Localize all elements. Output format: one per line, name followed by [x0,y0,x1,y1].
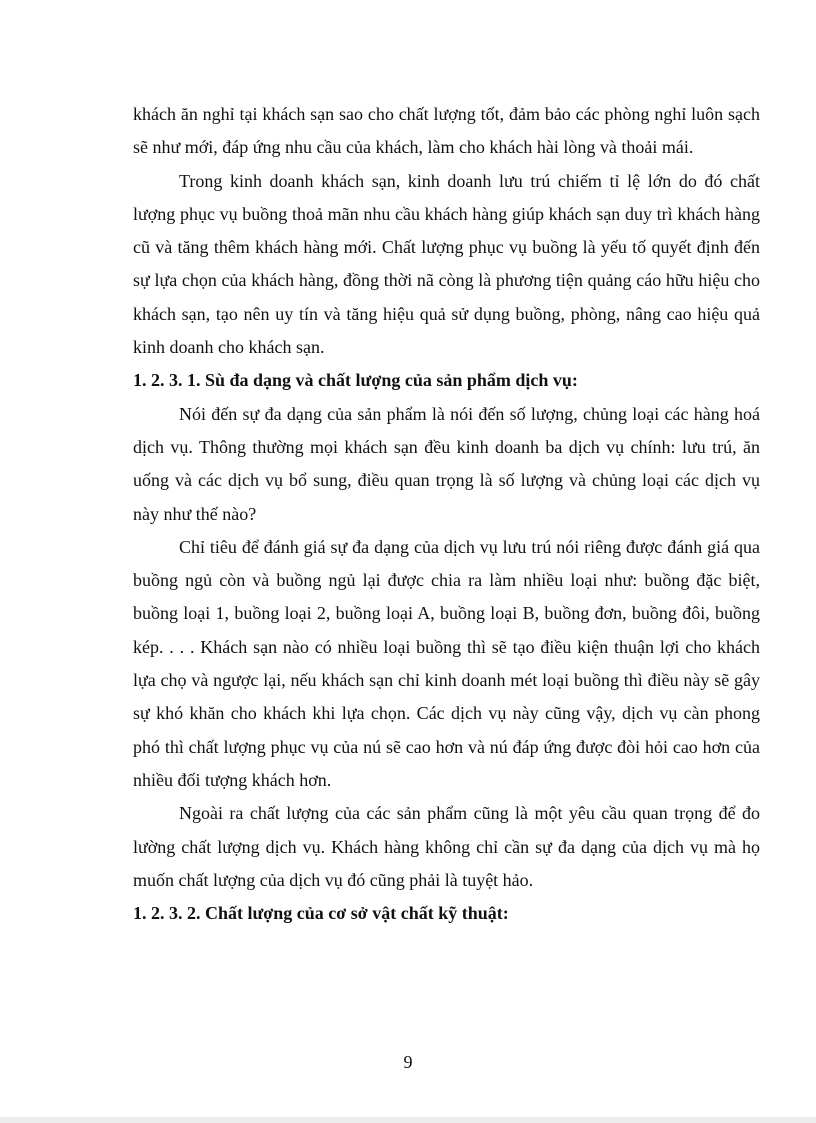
section-heading-1-2-3-1: 1. 2. 3. 1. Sù đa dạng và chất lượng của sản phẩm dịch vụ: [133,370,578,391]
paragraph-product-quality: Ngoài ra chất lượng của các sản phẩm cũng là một yêu cầu quan trọng để đo lường chất lượng dịch vụ. Khách hàng không chỉ cần sự đa dạng của dịch vụ mà họ muốn chất lượng của dịch vụ đó cũng phải là tuyệt hảo. [133,803,760,890]
paragraph-product-diversity: Nói đến sự đa dạng của sản phẩm là nói đến số lượng, chủng loại các hàng hoá dịch vụ. Thông thường mọi khách sạn đều kinh doanh ba dịch vụ chính: lưu trú, ăn uống và các dịch vụ bổ sung, điều quan trọng là số lượng và chủng loại các dịch vụ này như thế nào? [133,403,760,524]
paragraph-diversity-criteria: Chỉ tiêu để đánh giá sự đa dạng của dịch vụ lưu trú nói riêng được đánh giá qua buồng ngủ còn và buồng ngủ lại được chia ra làm nhiều loại như: buồng đặc biệt, buồng loại 1, buồng loại 2, buồng loại A, buồng loại B, buồng đơn, buồng đôi, buồng kép. . . . Khách sạn nào có nhiều loại buồng thì sẽ tạo điều kiện thuận lợi cho khách lựa chọ và ngược lại, nếu khách sạn chỉ kinh doanh mét loại buồng thì điều này sẽ gây sự khó khăn cho khách khi lựa chọn. Các dịch vụ này cũng vậy, dịch vụ càn phong phó thì chất lượng phục vụ của nú sẽ cao hơn và nú đáp ứng được đòi hỏi cao hơn của nhiều đối tượng khách hơn. [133,536,760,790]
document-body [133,98,760,930]
section-heading-1-2-3-2: 1. 2. 3. 2. Chất lượng của cơ sở vật chất kỹ thuật: [133,903,509,924]
page-number: 9 [403,1052,413,1072]
paragraph-room-service-quality: Trong kinh doanh khách sạn, kinh doanh lưu trú chiếm tỉ lệ lớn do đó chất lượng phục vụ buồng thoả mãn nhu cầu khách hàng giúp khách sạn duy trì khách hàng cũ và tăng thêm khách hàng mới. Chất lượng phục vụ buồng là yếu tố quyết định đến sự lựa chọn của khách hàng, đồng thời nã còng là phương tiện quảng cáo hữu hiệu cho khách sạn, tạo nên uy tín và tăng hiệu quả sử dụng buồng, phòng, nâng cao hiệu quả kinh doanh cho khách sạn. [133,170,760,358]
paragraph-continuation: khách ăn nghỉ tại khách sạn sao cho chất lượng tốt, đảm bảo các phòng nghỉ luôn sạch sẽ như mới, đáp ứng nhu cầu của khách, làm cho khách hài lòng và thoải mái. [133,104,760,158]
page-bottom-edge [0,1117,816,1123]
